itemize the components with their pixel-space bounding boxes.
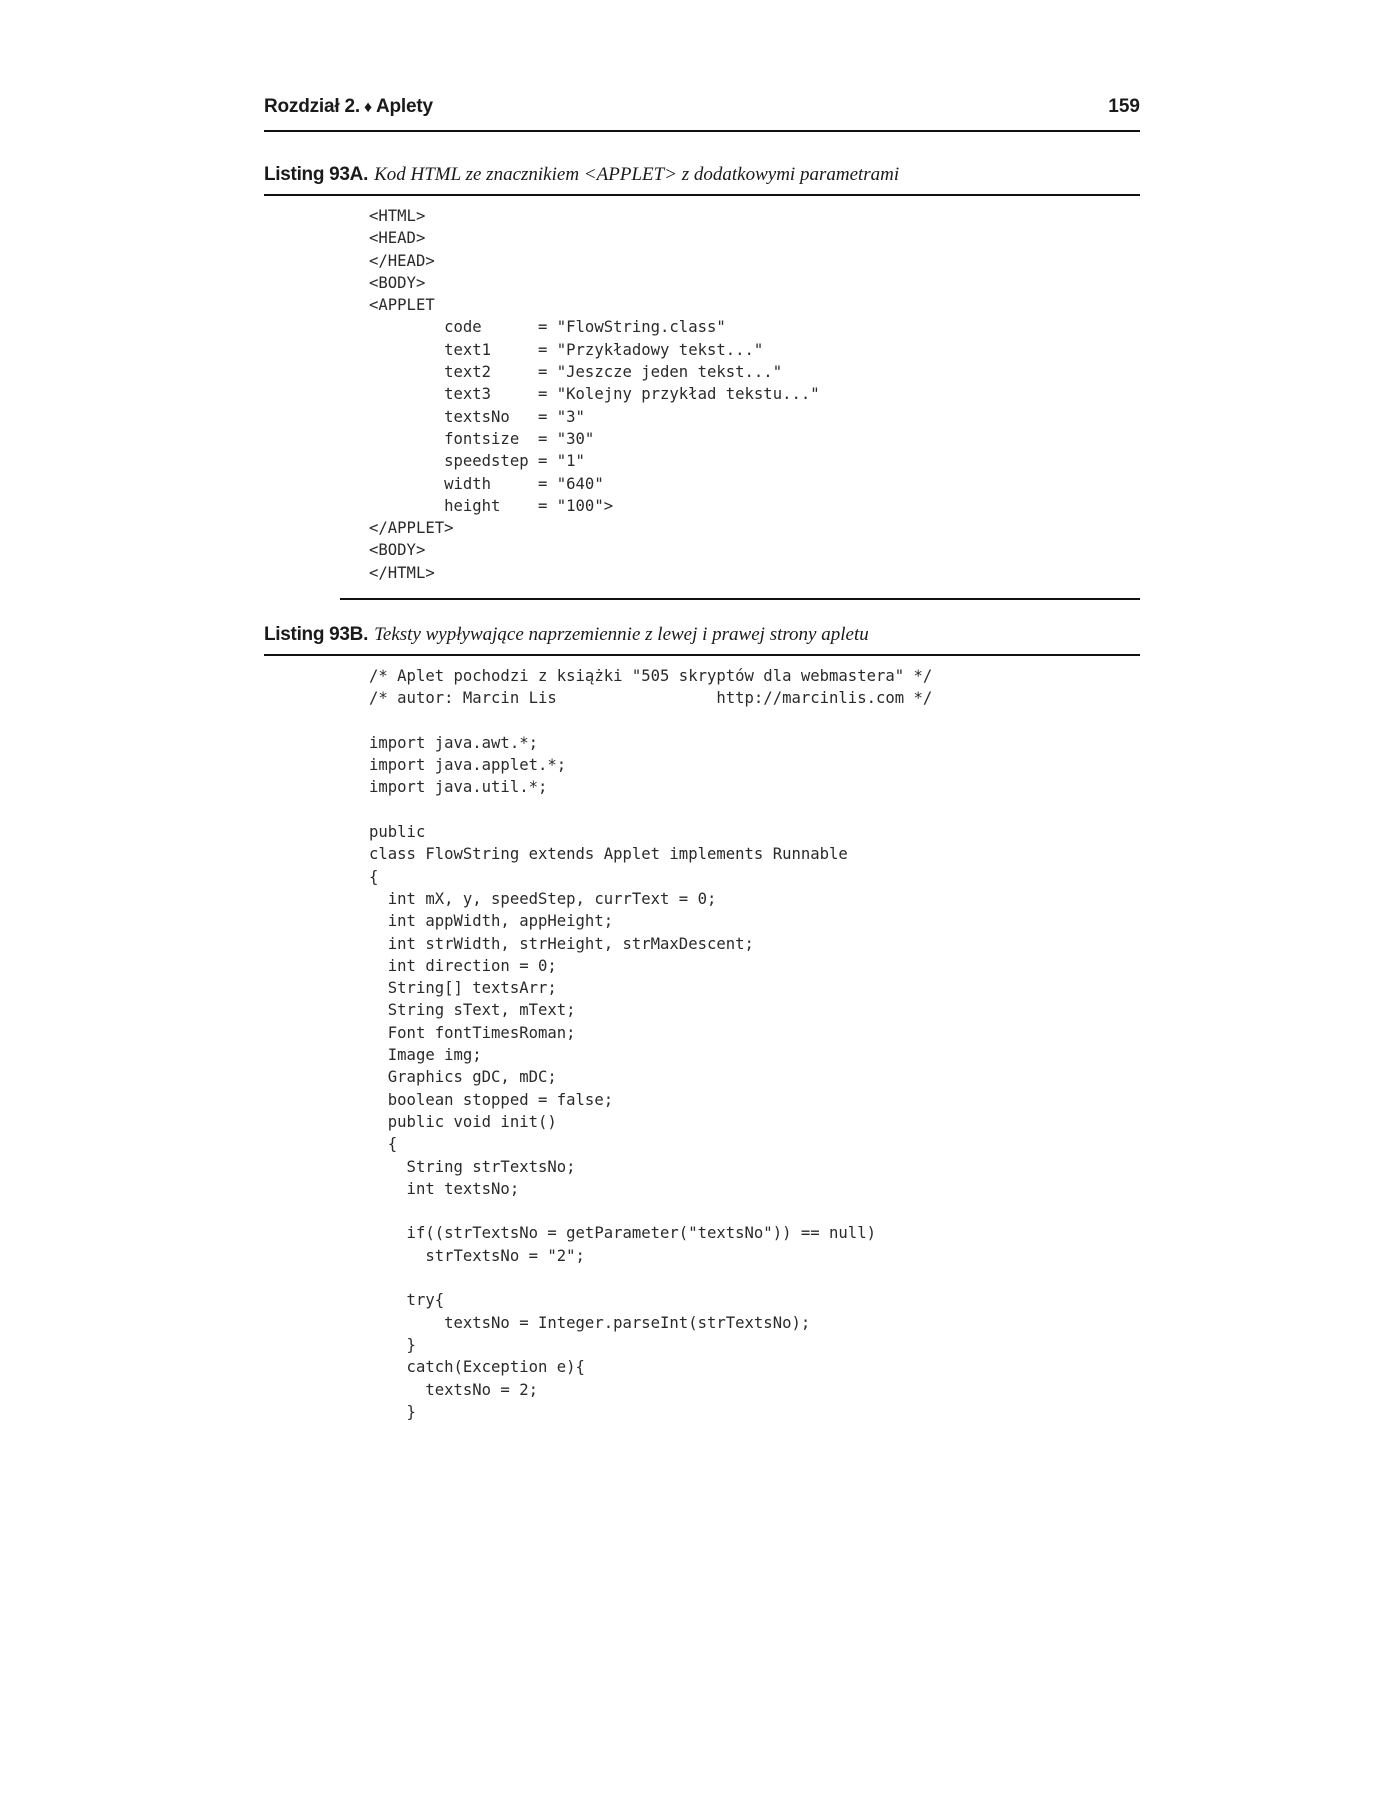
page-number: 159	[1108, 96, 1140, 117]
listing-93a-code: <HTML> <HEAD> </HEAD> <BODY> <APPLET code = "FlowString.class" text1 = "Przykładowy tekst..." text2 = "Jeszcze jeden tekst..." text3 = "Kolejny przykład tekstu..." textsNo = "3" fontsize = "30" speedstep = "1" width = "640" height = "100"> </APPLET> <BODY> </HTML>	[369, 207, 820, 582]
chapter-title	[264, 96, 433, 118]
listing-93b-caption	[264, 624, 1140, 656]
chapter-number: Rozdział 2.	[264, 96, 360, 117]
listing-93a-description: Kod HTML ze znacznikiem <APPLET> z dodatkowymi parametrami	[374, 164, 900, 185]
listing-93b-label: Listing 93B.	[264, 624, 369, 645]
listing-93a-end-rule	[340, 598, 1140, 600]
listing-93b-description: Teksty wypływające naprzemiennie z lewej i prawej strony apletu	[374, 624, 869, 645]
diamond-separator: ♦	[363, 99, 372, 116]
running-header	[264, 96, 1140, 132]
listing-93a-label: Listing 93A.	[264, 164, 369, 185]
listing-93a-caption	[264, 164, 1140, 196]
section-name: Aplety	[375, 96, 433, 117]
listing-93b-code: /* Aplet pochodzi z książki "505 skryptów dla webmastera" */ /* autor: Marcin Lis http://marcinlis.com */ import java.awt.*; import java.applet.*; import java.util.*; public class FlowString extends Applet implements Runnable { int mX, y, speedStep, currText = 0; int appWidth, appHeight; int strWidth, strHeight, strMaxDescent; int direction = 0; String[] textsArr; String sText, mText; Font fontTimesRoman; Image img; Graphics gDC, mDC; boolean stopped = false; public void init() { String strTextsNo; int textsNo; if((strTextsNo = getParameter("textsNo")) == null) strTextsNo = "2"; try{ textsNo = Integer.parseInt(strTextsNo); } catch(Exception e){ textsNo = 2; }	[369, 667, 933, 1421]
